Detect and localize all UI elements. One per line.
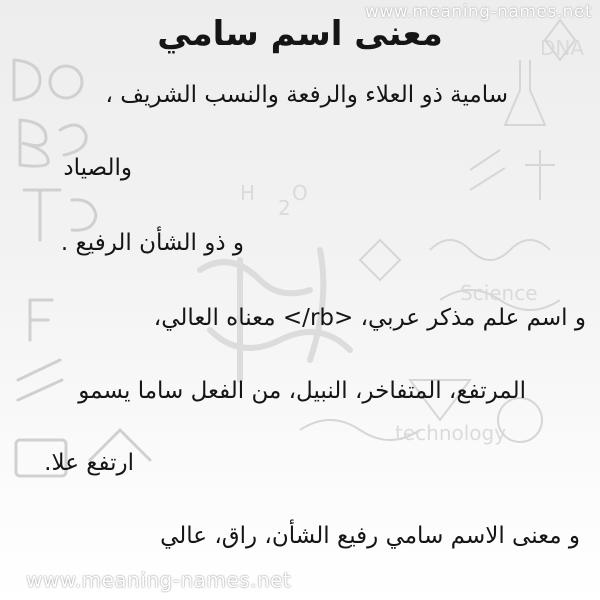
svg-text:O: O: [292, 181, 308, 205]
svg-text:Science: Science: [460, 281, 538, 305]
watermark-bottom: www.meaning-names.net: [26, 568, 292, 592]
svg-text:2: 2: [278, 196, 291, 220]
svg-text:DNA: DNA: [540, 36, 585, 60]
page-title: معنى اسم سامي: [157, 14, 443, 54]
meaning-line-7: و معنى الاسم سامي رفيع الشأن، راق، عالي: [160, 523, 580, 549]
meaning-line-5: المرتفع، المتفاخر، النبيل، من الفعل ساما يسمو: [78, 378, 526, 404]
meaning-line-1: سامية ذو العلاء والرفعة والنسب الشريف ،: [105, 82, 508, 108]
watermark-top: www.meaning-names.net: [364, 2, 592, 22]
meaning-line-2: والصياد: [63, 155, 132, 181]
svg-text:technology: technology: [395, 421, 507, 445]
svg-text:H: H: [240, 181, 256, 205]
meaning-line-6: ارتفع علا.: [44, 450, 134, 476]
meaning-line-3: و ذو الشأن الرفيع .: [60, 230, 244, 256]
meaning-line-4: و اسم علم مذكر عربي، <rb/> معناه العالي،: [153, 305, 586, 331]
